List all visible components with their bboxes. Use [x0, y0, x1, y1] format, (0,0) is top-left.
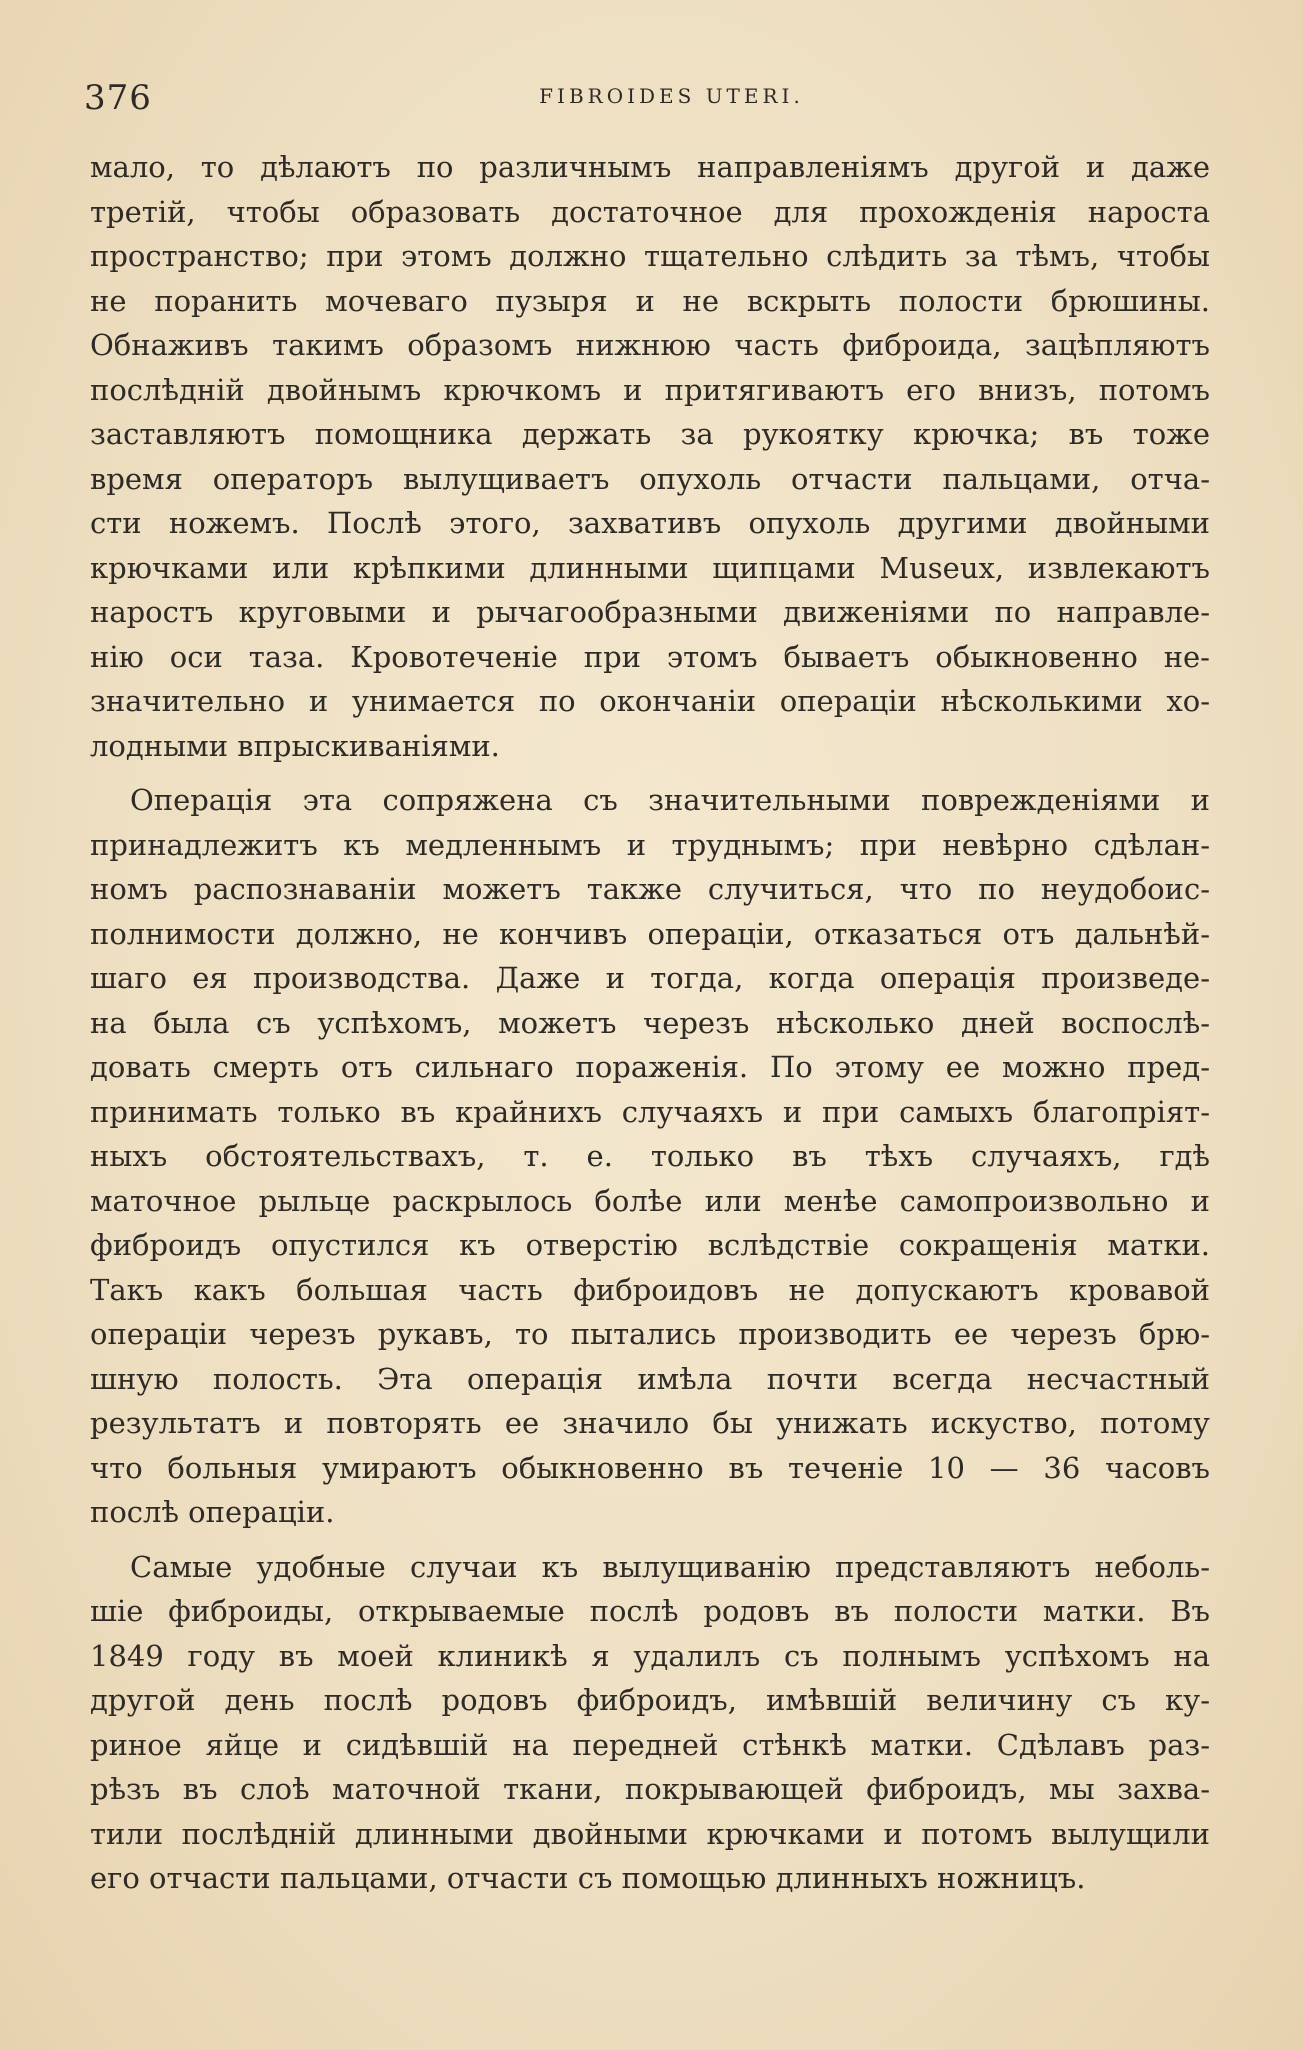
- text-line: ныхъ обстоятельствахъ, т. е. только въ тѣхъ случаяхъ, гдѣ: [90, 1139, 1210, 1173]
- text-line: третій, чтобы образовать достаточное для прохожденія нароста: [90, 194, 1210, 229]
- text-line: его отчасти пальцами, отчасти съ помощью длинныхъ ножницъ.: [90, 1861, 1086, 1895]
- text-line: довать смерть отъ сильнаго пораженія. По этому ее можно пред-: [90, 1050, 1210, 1084]
- text-line: принимать только въ крайнихъ случаяхъ и при самыхъ благопріят-: [90, 1094, 1210, 1129]
- text-line: операціи черезъ рукавъ, то пытались производить ее черезъ брю-: [90, 1317, 1210, 1351]
- text-line: рѣзъ въ слоѣ маточной ткани, покрывающей фиброидъ, мы захва-: [90, 1772, 1210, 1806]
- text-line: шіе фиброиды, открываемые послѣ родовъ въ полости матки. Въ: [90, 1594, 1210, 1628]
- text-line: Обнаживъ такимъ образомъ нижнюю часть фиброида, зацѣпляютъ: [90, 328, 1210, 362]
- text-line: послѣдній двойнымъ крючкомъ и притягиваютъ его внизъ, потомъ: [90, 372, 1210, 407]
- text-line: результатъ и повторять ее значило бы унижать искуство, потому: [90, 1406, 1210, 1440]
- text-line: фиброидъ опустился къ отверстію вслѣдствіе сокращенія матки.: [90, 1228, 1210, 1262]
- text-line: риное яйце и сидѣвшій на передней стѣнкѣ матки. Сдѣлавъ раз-: [90, 1727, 1210, 1762]
- running-title: FIBROIDES UTERI.: [539, 84, 804, 108]
- paragraph-gap: [90, 1535, 1210, 1545]
- text-line: что больныя умираютъ обыкновенно въ теченіе 10 — 36 часовъ: [90, 1450, 1210, 1485]
- body-text: [90, 145, 1210, 1901]
- text-line: Самые удобные случаи къ вылущиванію представляютъ неболь-: [130, 1549, 1210, 1584]
- paragraph-gap: [90, 768, 1210, 778]
- text-line: послѣ операціи.: [90, 1495, 335, 1529]
- text-line: время операторъ вылущиваетъ опухоль отчасти пальцами, отча-: [90, 461, 1210, 496]
- text-line: полнимости должно, не кончивъ операціи, отказаться отъ дальнѣй-: [90, 916, 1210, 951]
- text-line: значительно и унимается по окончаніи операціи нѣсколькими хо-: [90, 684, 1210, 718]
- text-line: наростъ круговыми и рычагообразными движеніями по направле-: [90, 595, 1210, 629]
- text-line: Такъ какъ большая часть фиброидовъ не допускаютъ кровавой: [90, 1272, 1210, 1307]
- text-line: заставляютъ помощника держать за рукоятку крючка; въ тоже: [90, 417, 1210, 451]
- text-line: лодными впрыскиваніями.: [90, 728, 500, 763]
- text-line: пространство; при этомъ должно тщательно слѣдить за тѣмъ, чтобы: [90, 239, 1210, 273]
- text-line: Операція эта сопряжена съ значительными поврежденіями и: [130, 783, 1210, 817]
- page-number: 376: [84, 78, 152, 118]
- text-line: шную полость. Эта операція имѣла почти всегда несчастный: [90, 1361, 1210, 1396]
- text-line: сти ножемъ. Послѣ этого, захвативъ опухоль другими двойными: [90, 506, 1210, 540]
- text-line: тили послѣдній длинными двойными крючками и потомъ вылущили: [90, 1816, 1210, 1851]
- paragraph: [90, 145, 1210, 768]
- text-line: нію оси таза. Кровотеченіе при этомъ бываетъ обыкновенно не-: [90, 639, 1210, 674]
- text-line: шаго ея производства. Даже и тогда, когда операція произведе-: [90, 961, 1210, 995]
- paragraph: [90, 1545, 1210, 1901]
- text-line: принадлежитъ къ медленнымъ и труднымъ; при невѣрно сдѣлан-: [90, 827, 1210, 862]
- text-line: номъ распознаваніи можетъ также случиться, что по неудобоис-: [90, 872, 1210, 906]
- text-line: мало, то дѣлаютъ по различнымъ направленіямъ другой и даже: [90, 150, 1210, 184]
- text-line: не поранить мочеваго пузыря и не вскрыть полости брюшины.: [90, 283, 1210, 318]
- paragraph: [90, 778, 1210, 1535]
- text-line: другой день послѣ родовъ фиброидъ, имѣвшій величину съ ку-: [90, 1683, 1210, 1717]
- text-line: крючками или крѣпкими длинными щипцами Museux, извлекаютъ: [90, 550, 1210, 585]
- text-line: на была съ успѣхомъ, можетъ черезъ нѣсколько дней воспослѣ-: [90, 1005, 1210, 1040]
- text-line: маточное рыльце раскрылось болѣе или менѣе самопроизвольно и: [90, 1183, 1210, 1218]
- text-line: 1849 году въ моей клиникѣ я удалилъ съ полнымъ успѣхомъ на: [90, 1638, 1210, 1673]
